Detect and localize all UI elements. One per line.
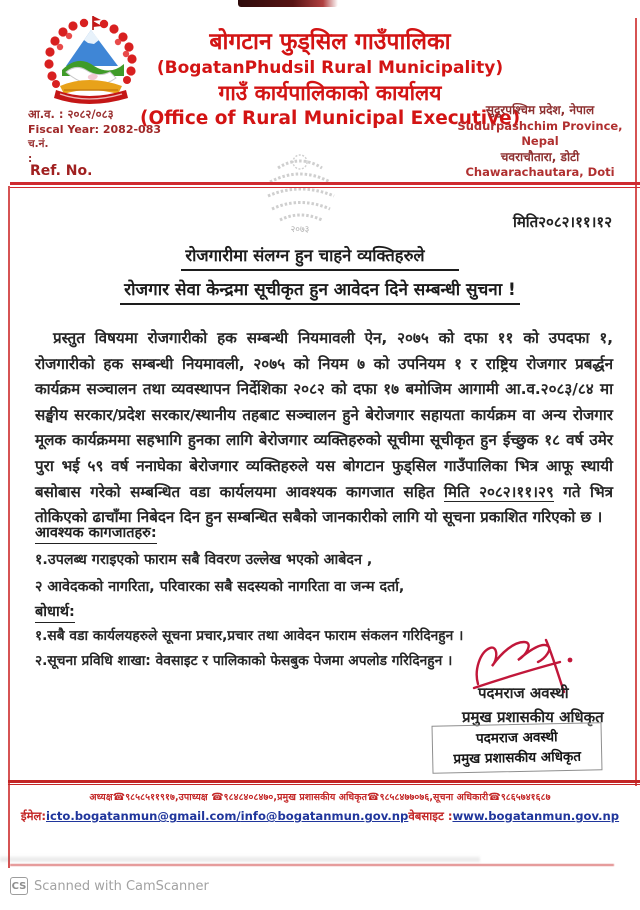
email-link-2[interactable]: info@bogatanmun.gov.np	[240, 809, 409, 823]
signatory-title: प्रमुख प्रशासकीय अधिकृत	[462, 708, 604, 726]
stamp-title: प्रमुख प्रशासकीय अधिकृत	[453, 748, 582, 768]
nepal-emblem-logo	[36, 14, 140, 110]
footer-rule	[8, 780, 640, 785]
phone-icon: ☎	[367, 792, 380, 803]
body-text-1: प्रस्तुत विषयमा रोजगारीको हक सम्बन्धी नियमावली ऐन, २०७५ को दफा ११ को उपदफा १, रोजगारीको हक सम्बन्धी नियमावली, २०७५ को नियम ७ को उपनियम १ र राष्ट्रिय रोजगार प्रबर्द्धन कार्यक्रम सञ्चालन तथा व्यवस्थापन निर्देशिका २०८२ को दफा १७ बमोजिम आगामी आ.व.२०८३/८४ मा सङ्घीय सरकार/प्रदेश सरकार/स्थानीय तहबाट सञ्चालन हुने बेरोजगार सहायता कार्यक्रम वा अन्य रोजगार मूलक कार्यक्रममा सहभागि हुनका लागि बेरोजगार व्यक्तिहरुको सूचीमा सूचीकृत हुन ईच्छुक १८ वर्ष उमेर पुरा भई ५९ वर्ष ननाघेका बेरोजगार व्यक्तिहरुले यस बोगटान फुड्सिल गाउँपालिका भित्र आफू स्थायी बसोबास गरेको सम्बन्धित वडा कार्यलयमा आवश्यक कागजात सहित	[35, 329, 613, 501]
office-name-en: (Office of Rural Municipal Executive)	[140, 108, 521, 129]
camscanner-watermark	[10, 877, 209, 895]
cc-heading-wrap	[35, 601, 75, 623]
cc-item: १.सबै वडा कार्यलयहरुले सूचना प्रचार,प्रचार तथा आवेदन फाराम संकलन गरिदिनहुन ।	[35, 628, 464, 644]
contact-role: अध्यक्ष	[89, 792, 113, 803]
scan-edge-artifact	[238, 0, 338, 7]
contact-phone: ९८४८४०८४७०,	[223, 792, 278, 803]
slash: /	[236, 809, 241, 823]
email-label: ईमेल:	[20, 809, 46, 823]
municipality-name-np: बोगटान फुड्सिल गाउँपालिका	[209, 29, 451, 55]
contact-line	[0, 790, 640, 803]
camscanner-text: Scanned with CamScanner	[34, 878, 209, 894]
contact-role: उपाध्यक्ष	[178, 792, 212, 803]
official-seal-stamp	[250, 148, 350, 240]
notice-body	[35, 326, 613, 531]
cc-item: २.सूचना प्रविधि शाखा: वेवसाइट र पालिकाको फेसबुक पेजमा अपलोड गरिदिनहुन ।	[35, 653, 453, 669]
base-icon	[60, 80, 122, 94]
notice-title-line1-wrap	[0, 243, 640, 271]
ref-no-label: Ref. No.	[30, 163, 93, 179]
contact-role: प्रमुख प्रशासकीय अधिकृत	[277, 792, 368, 803]
phone-icon: ☎	[488, 792, 501, 803]
province-np: सुदुरपश्चिम प्रदेश, नेपाल	[485, 103, 595, 117]
notice-title-line2-wrap	[0, 277, 640, 305]
contact-phone: ९८५८५११९१७,	[125, 792, 179, 803]
email-line	[0, 809, 640, 824]
fiscal-year-en: Fiscal Year: 2082-083	[28, 123, 162, 136]
email-link-1[interactable]: icto.bogatanmun@gmail.com	[46, 809, 237, 823]
header-rule	[10, 182, 640, 188]
fiscal-year-np: आ.व. : २०८२/०८३	[28, 107, 114, 121]
document-item: २ आवेदकको नागरिता, परिवारका सबै सदस्यको नागरिता वा जन्म दर्ता,	[35, 579, 405, 595]
ref-number-np: च.नं.	[28, 138, 49, 150]
deadline-date: मिति २०८२।११।२९	[443, 482, 554, 501]
municipality-name-en: (BogatanPhudsil Rural Municipality)	[156, 58, 504, 78]
camscanner-badge-icon: CS	[10, 877, 28, 895]
documents-heading-wrap	[35, 522, 157, 544]
stamp-box	[432, 722, 603, 774]
address-block	[448, 103, 632, 181]
border-bottom	[10, 864, 614, 866]
notice-title-line2: रोजगार सेवा केन्द्रमा सूचीकृत हुन आवेदन दिने सम्बन्धी सुचना !	[120, 277, 520, 305]
body-text-2: गते भित्र तोकिएको ढाचाँमा निबेदन दिन हुन सम्बन्धित सबैको जानकारीको लागि यो सूचना प्रकाशित गरिएको छ ।	[35, 482, 613, 527]
page-edge-shadow	[0, 855, 480, 863]
contact-phone: ९८५८४७७०७६,	[379, 792, 434, 803]
notice-date: मिति२०८२।११।१२	[512, 213, 612, 231]
phone-icon: ☎	[112, 792, 126, 803]
document-item: १.उपलब्ध गराइएको फाराम सबै विवरण उल्लेख भएको आबेदन ,	[35, 552, 373, 568]
signatory-name: पदमराज अवस्थी	[478, 684, 569, 702]
documents-heading: आवश्यक कागजातहरु:	[35, 522, 157, 544]
ref-colon: :	[28, 153, 33, 165]
notice-title-line1: रोजगारीमा संलग्न हुन चाहने व्यक्तिहरुले	[181, 243, 458, 271]
stamp-name: पदमराज अवस्थी	[475, 729, 558, 747]
contact-role: सूचना अधिकारी	[433, 792, 489, 803]
place-en: Chawarachautara, Doti	[465, 165, 615, 179]
place-np: चवराचौतारा, डोटी	[500, 149, 580, 164]
website-link[interactable]: www.bogatanmun.gov.np	[452, 809, 620, 823]
contact-phone: ९८६५७४१६८७	[500, 792, 551, 803]
province-en: Sudurpashchim Province, Nepal	[457, 118, 623, 148]
phone-icon: ☎	[211, 792, 224, 803]
border-right	[635, 18, 637, 786]
website-label: वेबसाइट :	[408, 809, 453, 823]
cc-heading: बोधार्थ:	[35, 601, 75, 623]
seal-year: २०७३	[290, 225, 310, 235]
office-name-np: गाउँ कार्यपालिकाको कार्यालय	[218, 81, 442, 105]
fiscal-year-block	[28, 107, 161, 167]
